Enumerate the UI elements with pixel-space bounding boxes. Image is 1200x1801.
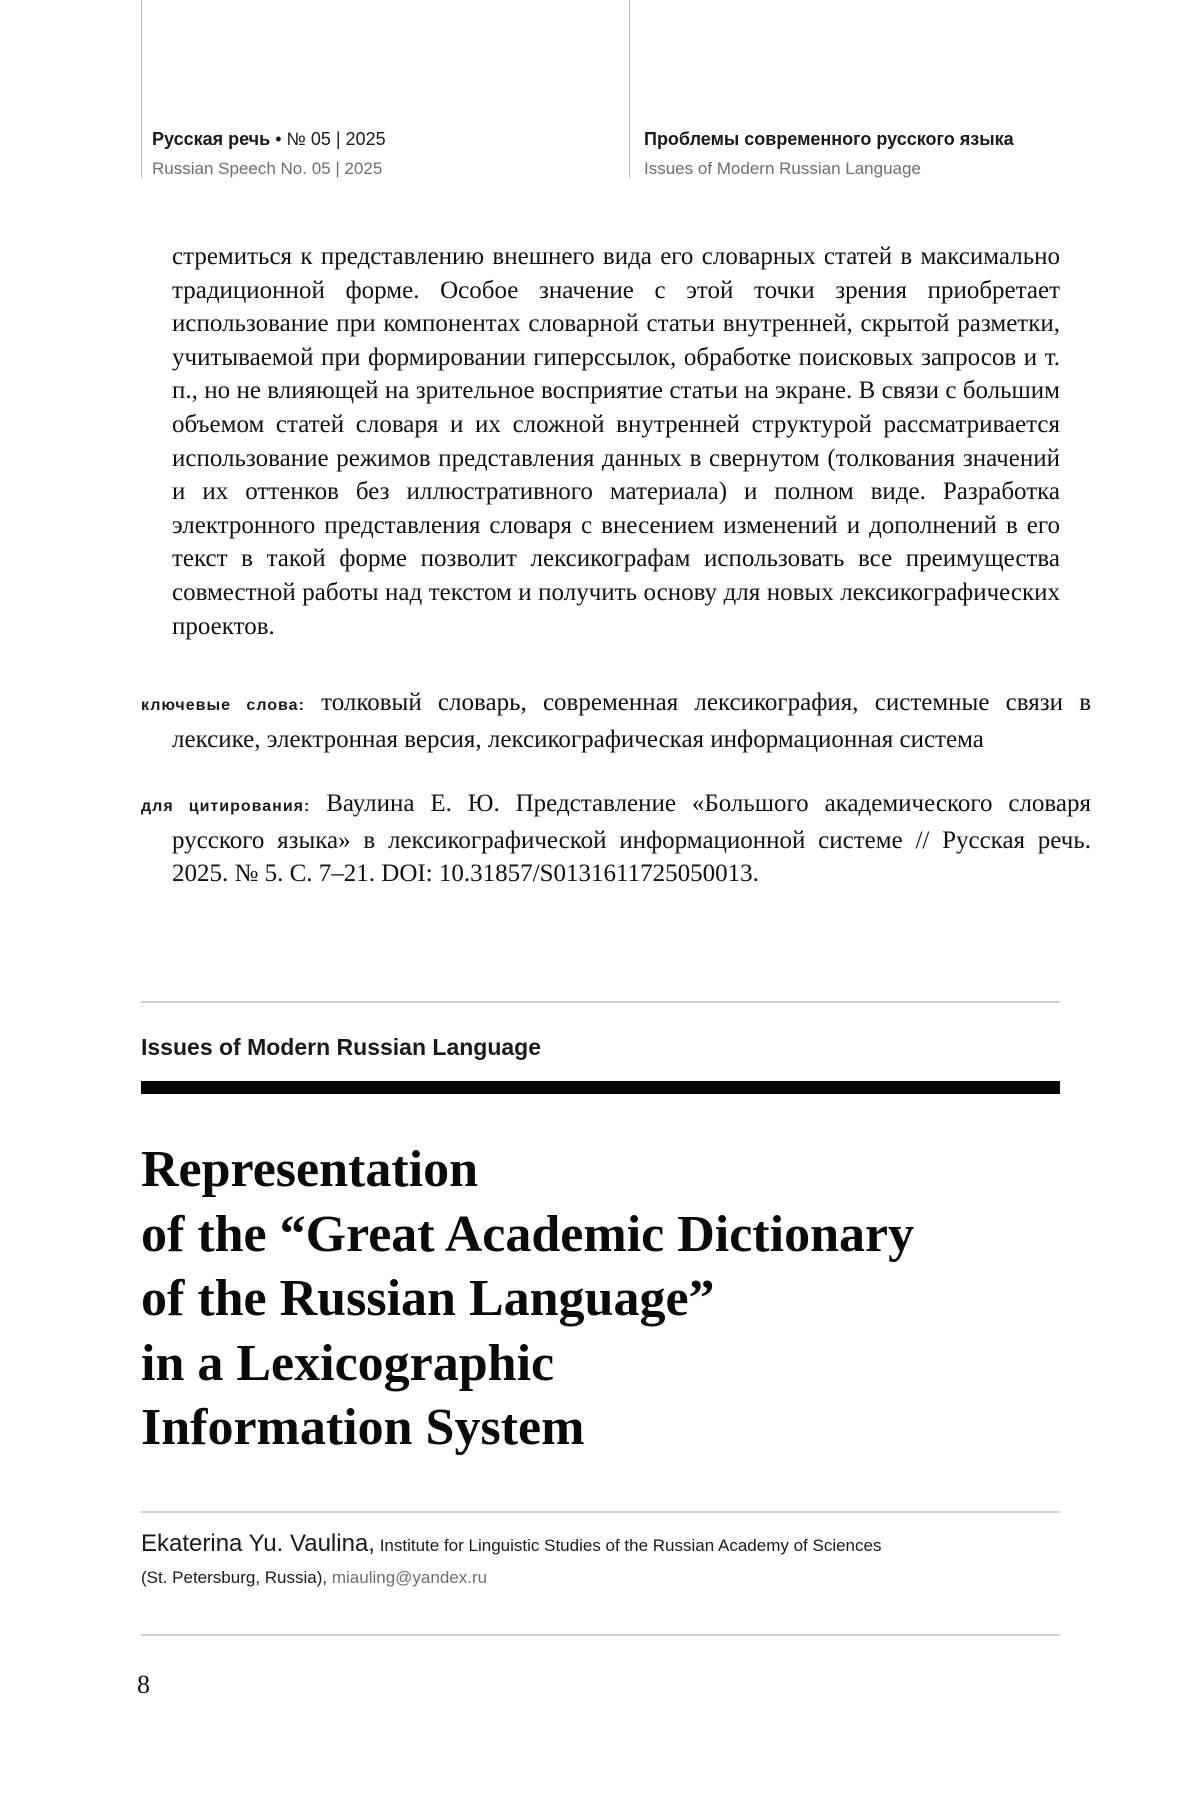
rubric-title-english: Issues of Modern Russian Language <box>644 159 921 178</box>
author-affiliation: Institute for Linguistic Studies of the Russian Academy of Sciences <box>379 1536 882 1555</box>
page-number: 8 <box>137 1670 150 1699</box>
title-line: of the “Great Academic Dictionary <box>141 1205 915 1263</box>
section-bar <box>141 1081 1060 1094</box>
author-email[interactable]: miauling@yandex.ru <box>331 1568 488 1587</box>
author-name: Ekaterina Yu. Vaulina, <box>141 1530 375 1557</box>
title-line: of the Russian Language” <box>141 1270 715 1327</box>
citation-block <box>141 787 1091 891</box>
author-location: (St. Petersburg, Russia), <box>141 1568 328 1587</box>
issue-number: № 05 | 2025 <box>286 129 386 149</box>
title-line: Representation <box>141 1141 479 1198</box>
journal-name-english: Russian Speech No. 05 | 2025 <box>152 159 383 178</box>
rubric-title: Проблемы современного русского языка <box>644 129 1014 149</box>
header-bullet: • <box>275 129 282 149</box>
header-divider-right <box>629 0 630 178</box>
running-header-left <box>152 124 386 184</box>
keywords-block <box>141 686 1091 756</box>
article-title <box>141 1138 1060 1461</box>
keywords-label: ключевые слова: <box>141 697 305 714</box>
author-block <box>141 1528 1060 1594</box>
journal-name: Русская речь <box>152 129 271 149</box>
citation-text: Ваулина Е. Ю. Представление «Большого академического словаря русского языка» в лексикографической информационной системе // Русская речь. 2025. № 5. С. 7–21. DOI: 10.31857/S0131611725050013. <box>172 790 1091 888</box>
header-divider-left <box>141 0 142 178</box>
title-line: in a Lexicographic <box>141 1334 555 1392</box>
citation-label: для цитирования: <box>141 798 311 815</box>
divider-author-bottom <box>141 1634 1060 1636</box>
keywords-text: толковый словарь, современная лексикография, системные связи в лексике, электронная версия, лексикографическая информационная система <box>172 689 1091 753</box>
title-line: Information System <box>141 1399 585 1456</box>
divider-author-top <box>141 1511 1060 1513</box>
divider-top <box>141 1001 1060 1003</box>
running-header-right <box>644 124 1014 184</box>
abstract-text: стремиться к представлению внешнего вида его словарных статей в максимально традиционной форме. Особое значение с этой точки зрения приобретает использование при компонентах словарной статьи внутренней, скрытой разметки, учитываемой при формировании гиперссылок, обработке поисковых запросов и т. п., но не влияющей на зрительное восприятие статьи на экране. В связи с большим объемом статей словаря и их сложной внутренней структурой рассматривается использование режимов представления данных в свернутом (толкования значений и их оттенков без иллюстративного материала) и полном виде. Разработка электронного представления словаря с внесением изменений и дополнений в его текст в такой форме позволит лексикографам использовать все преимущества совместной работы над текстом и получить основу для новых лексикографических проектов. <box>172 243 1060 640</box>
section-label: Issues of Modern Russian Language <box>141 1034 542 1060</box>
